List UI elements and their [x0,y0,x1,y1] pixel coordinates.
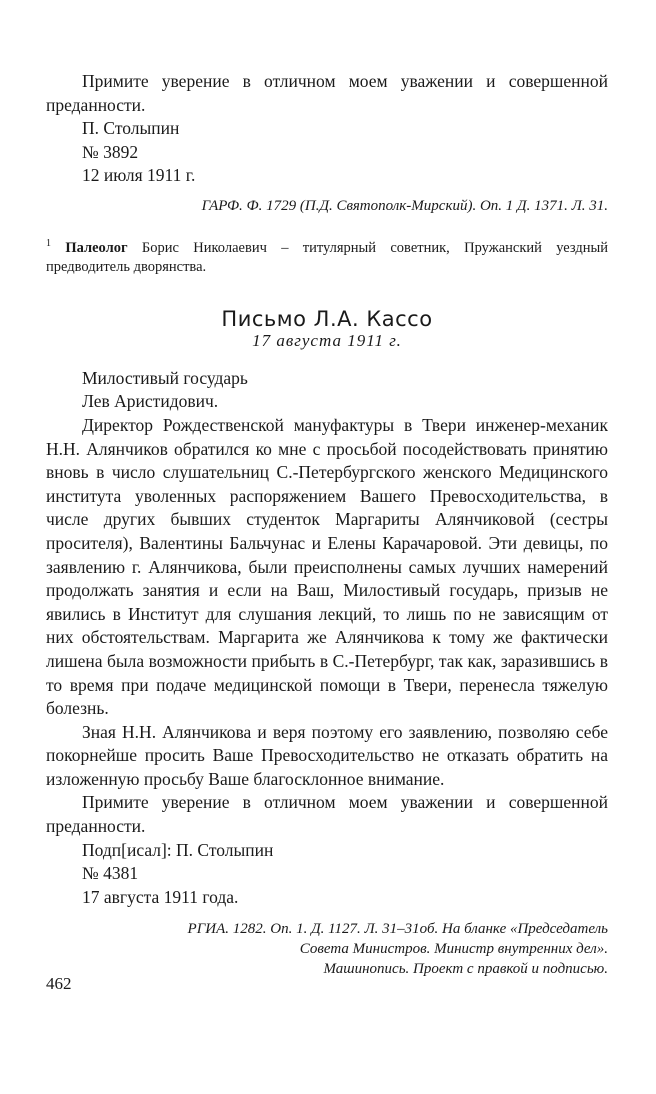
footnote-text: Борис Николаевич – титулярный советник, Пружанский уездный предводитель дворянства. [46,239,609,275]
letter-paragraph-1: Директор Рождественской мануфактуры в Твери инженер-механик Н.Н. Алянчиков обратился ко мне с просьбой посодействовать принятию вновь в число слушательниц С.-Петербургского женского Медицинского института уволенных распоряжением Вашего Превосходительства, в числе других бывших студенток Маргариты Алянчиковой (сестры просителя), Валентины Бальчунас и Елены Карачаровой. Эти девицы, по заявлению г. Алянчикова, были преисполнены самых лучших намерений продолжать занятия и если на Ваш, Милостивый государь, призыв не явились в Институт для слушания лекций, то лишь по не зависящим от них обстоятельствам. Маргарита же Алянчикова к тому же фактически лишена была возможности прибыть в С.-Петербург, так как, заразившись в то время при подаче медицинской помощи в Твери, перенесла тяжелую болезнь. [46,414,608,719]
letter-source [46,919,608,979]
signature: П. Столыпин [82,118,180,139]
letter-source-line-1: РГИА. 1282. Оп. 1. Д. 1127. Л. 31–31об. На бланке «Председатель [187,921,608,938]
document-date: 12 июля 1911 г. [82,165,196,186]
document-number: № 3892 [82,141,139,162]
letter-title: Письмо Л.А. Кассо [221,306,433,331]
letter-source-line-3: Машинопись. Проект с правкой и подписью. [323,961,608,978]
archive-source: ГАРФ. Ф. 1729 (П.Д. Святополк-Мирский). Оп. 1 Д. 1371. Л. 31. [201,197,608,214]
letter-sign-date: 17 августа 1911 года. [82,886,239,907]
footnote [46,234,608,277]
document-page [46,70,608,979]
letter-source-line-2: Совета Министров. Министр внутренних дел». [299,941,608,958]
letter-signature: Подп[исал]: П. Столыпин [82,839,274,860]
footnote-marker: 1 [46,237,51,249]
letter-number: № 4381 [82,863,139,884]
page-number: 462 [46,974,72,993]
salutation-line-2: Лев Аристидович. [82,391,219,412]
closing-paragraph: Примите уверение в отличном моем уважении и совершенной преданности. [46,71,608,115]
letter-date: 17 августа 1911 г. [252,330,402,350]
salutation-line-1: Милостивый государь [82,367,248,388]
letter-paragraph-2: Зная Н.Н. Алянчикова и веря поэтому его заявлению, позволяю себе покорнейше просить Ваше Превосходительство не отказать обратить на изложенную просьбу Ваше благосклонное внимание. [46,721,608,789]
letter-closing: Примите уверение в отличном моем уважении и совершенной преданности. [46,792,608,837]
letter-body [46,367,608,910]
footnote-name: Палеолог [65,239,128,256]
